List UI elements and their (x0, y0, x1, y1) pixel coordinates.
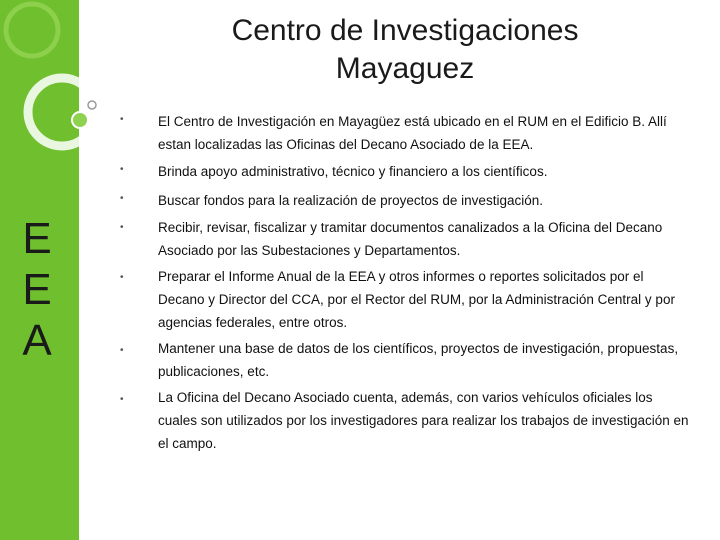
bullet-item-2: Brinda apoyo administrativo, técnico y financiero a los científicos. (158, 164, 548, 179)
bullet-item-3: Buscar fondos para la realización de proyectos de investigación. (158, 193, 543, 208)
bullet-marker-4: • (120, 222, 124, 233)
side-letter-3: A (22, 316, 52, 365)
side-letter-1: E (22, 214, 52, 263)
bullet-item-1: El Centro de Investigación en Mayagüez está ubicado en el RUM en el Edificio B. Allí estan localizadas las Oficinas del Decano Asociado de la EEA. (158, 114, 667, 152)
bullet-marker-2: • (120, 164, 124, 175)
large-ring (28, 78, 96, 146)
decorative-circles (0, 0, 140, 200)
side-letter-2: E (22, 265, 52, 314)
small-ring (88, 101, 96, 109)
bullet-item-7: La Oficina del Decano Asociado cuenta, además, con varios vehículos oficiales los cuales son utilizados por los investigadores para realizar los trabajos de investigación en el campo. (158, 390, 689, 451)
side-acronym (22, 213, 52, 366)
title-line-2: Mayaguez (335, 52, 475, 85)
bullet-marker-3: • (120, 193, 124, 204)
green-dot (72, 112, 88, 128)
bullet-item-5: Preparar el Informe Anual de la EEA y otros informes o reportes solicitados por el Decano y Director del CCA, por el Rector del RUM, por la Administración Central y por agencias federales, entre otros. (158, 269, 675, 330)
bullet-marker-7: • (120, 394, 124, 405)
bullet-marker-5: • (120, 272, 124, 283)
bullet-item-6: Mantener una base de datos de los científicos, proyectos de investigación, propuestas, publicaciones, etc. (158, 341, 679, 379)
bullet-item-4: Recibir, revisar, fiscalizar y tramitar documentos canalizados a la Oficina del Decano Asociado por las Subestaciones y Departamentos. (158, 220, 663, 258)
bullet-marker-1: • (120, 114, 124, 125)
slide-title (150, 12, 660, 88)
bullet-marker-6: • (120, 345, 124, 356)
upper-ring (6, 4, 58, 56)
title-line-1: Centro de Investigaciones (231, 14, 579, 47)
